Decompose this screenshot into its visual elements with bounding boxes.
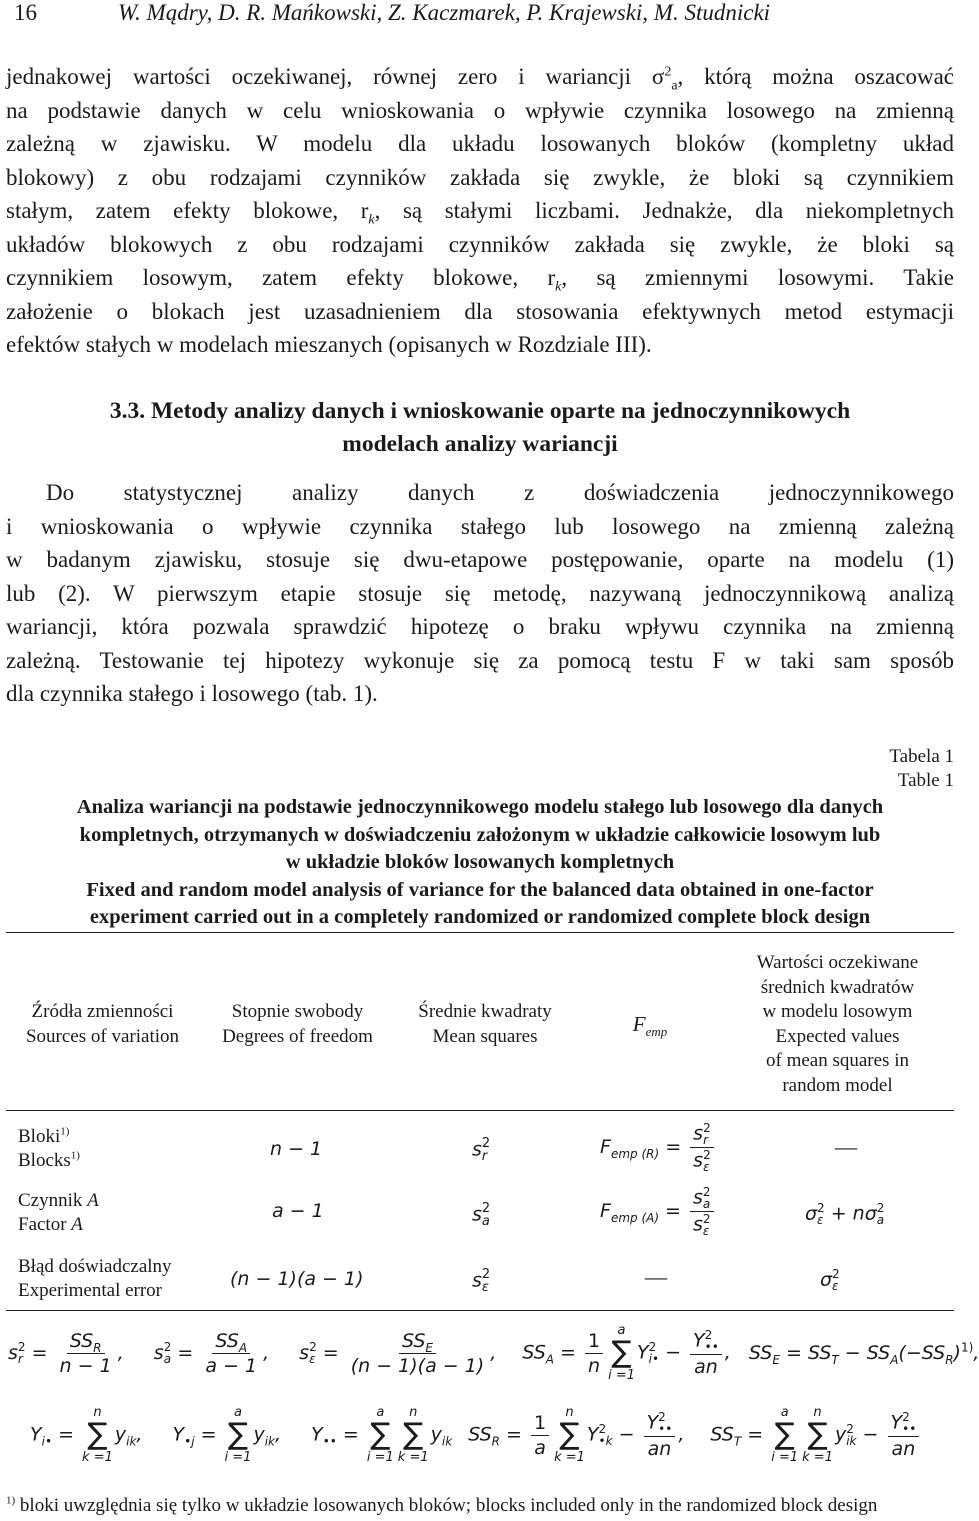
fraction-numerator: [212, 1330, 250, 1354]
fraction-numerator: [690, 1122, 714, 1148]
text-line: dla czynnika stałego i losowego (tab. 1).: [6, 681, 378, 706]
y-symbol: Y: [30, 1423, 42, 1446]
sub: a: [163, 1352, 172, 1366]
header-source: [10, 1000, 195, 1049]
sub: i•: [648, 1352, 660, 1366]
sigma-icon: ∑: [774, 1417, 795, 1452]
exp: 2: [309, 1340, 317, 1354]
fraction-numerator: [399, 1330, 436, 1354]
fraction: [690, 1186, 714, 1237]
fraction: [531, 1412, 549, 1459]
exp: 2: [648, 1340, 657, 1354]
page-number: 16: [14, 0, 37, 25]
table-label-pl: Tabela 1: [889, 746, 954, 767]
y-symbol: Y: [693, 1329, 705, 1351]
row-label-blocks: [18, 1125, 80, 1173]
formula-sse: [748, 1340, 979, 1367]
minus: −: [612, 1423, 641, 1446]
s-symbol: s: [8, 1341, 18, 1364]
ms-symbol: s: [472, 1269, 482, 1292]
femp-formula: [600, 1186, 717, 1237]
fraction-denominator: an: [891, 1437, 916, 1460]
row-label-text: Bloki: [18, 1126, 61, 1147]
sum-operator: [802, 1405, 833, 1465]
sub: R: [491, 1434, 500, 1449]
sum-lower: i =1: [608, 1368, 635, 1383]
sigma-icon: ∑: [87, 1417, 108, 1452]
sum-lower: k =1: [802, 1450, 833, 1465]
caption-line: experiment carried out in a completely randomized or randomized complete block design: [89, 906, 871, 928]
sub: ε: [817, 1213, 824, 1227]
sum-operator: [771, 1405, 798, 1465]
header-text: Źródła zmienności: [31, 1001, 174, 1022]
row-label-text: A: [87, 1190, 99, 1211]
ems-factor: [805, 1202, 884, 1226]
fraction-denominator: n: [588, 1354, 601, 1377]
s-symbol: s: [299, 1341, 310, 1364]
exp: 2: [702, 1212, 711, 1226]
sub: ik: [126, 1434, 137, 1449]
sub: ••: [322, 1434, 337, 1449]
ms-exp: 2: [481, 1267, 491, 1282]
sub: r: [703, 1133, 708, 1147]
ems-error: [820, 1268, 840, 1292]
formula-sa2: [154, 1330, 269, 1377]
sum-upper: a: [234, 1405, 242, 1420]
header-df: [205, 1000, 390, 1049]
eq-sign: =: [553, 1341, 582, 1364]
minus: −: [856, 1423, 885, 1446]
sigma-icon: ∑: [807, 1417, 828, 1452]
ms-symbol: s: [472, 1138, 482, 1161]
sum-lower: i =1: [366, 1450, 394, 1465]
df-value: n − 1: [270, 1138, 323, 1160]
header-text: Średnie kwadraty: [418, 1001, 552, 1022]
exp: 2: [846, 1422, 854, 1436]
ss-symbol: SS: [866, 1341, 891, 1364]
femp-error: —: [645, 1264, 667, 1289]
section-heading-line: 3.3. Metody analizy danych i wnioskowanie oparte na jednoczynnikowych: [109, 398, 851, 424]
femp-formula: [600, 1122, 717, 1173]
fraction: [644, 1411, 676, 1460]
sum-lower: k =1: [82, 1450, 113, 1465]
sum-operator: [82, 1405, 113, 1465]
eq-sign: =: [316, 1341, 345, 1364]
sigma-icon: ∑: [370, 1417, 391, 1452]
s-symbol: s: [693, 1186, 703, 1209]
sum-upper: n: [93, 1405, 102, 1420]
sum-lower: i =1: [224, 1450, 252, 1465]
df-error: (n − 1)(a − 1): [230, 1268, 364, 1290]
formula-ydotdot: [311, 1405, 452, 1465]
text-line: założenie o blokach jest uzasadnieniem dla stosowania efektywnych metod estymacji: [6, 298, 954, 324]
f-symbol: F: [600, 1136, 611, 1158]
running-authors: W. Mądry, D. R. Mańkowski, Z. Kaczmarek, P. Krajewski, M. Studnicki: [118, 0, 771, 25]
text-line: efektów stałych w modelach mieszanych (opisanych w Rozdziale III).: [6, 332, 652, 357]
header-text: random model: [782, 1074, 893, 1096]
sigma-icon: ∑: [559, 1417, 580, 1452]
formula-yj: [173, 1405, 282, 1465]
fraction: [57, 1330, 115, 1377]
ems-blocks: —: [835, 1134, 857, 1159]
femp-factor: [600, 1186, 717, 1237]
text-line: i wnioskowania o wpływie czynnika stałego lub losowego na zmienną zależną: [6, 513, 954, 539]
eq-sign: =: [659, 1136, 688, 1158]
sum-upper: a: [617, 1323, 626, 1338]
df-blocks: [270, 1138, 322, 1160]
row-label-text: Czynnik: [18, 1190, 88, 1211]
sub: ε: [702, 1224, 710, 1238]
ms-exp: 2: [481, 1201, 491, 1216]
sum-upper: n: [409, 1405, 418, 1420]
page-header: [14, 0, 944, 30]
sub: R: [93, 1340, 102, 1355]
table-footnote: [6, 1495, 877, 1517]
header-text: emp: [645, 1024, 668, 1040]
ms-exp: 2: [481, 1136, 491, 1151]
fraction: [202, 1330, 260, 1377]
section-heading: [0, 395, 960, 461]
eq-sign: =: [171, 1341, 200, 1364]
sum-operator: [398, 1405, 429, 1465]
formulas-row-1: [8, 1323, 979, 1383]
sub: E: [772, 1352, 780, 1367]
header-text: Wartości oczekiwane: [756, 952, 919, 973]
text-line: stałym, zatem efekty blokowe, $r_k$, są stałymi liczbami. Jednakże, dla niekompletnych: [6, 198, 954, 228]
sub: T: [733, 1434, 742, 1449]
sigma-icon: ∑: [227, 1417, 249, 1452]
text-line: na podstawie danych w celu wnioskowania o wpływie czynnika losowego na zmienną: [6, 97, 954, 123]
sub: ε: [832, 1279, 839, 1293]
exp: 2: [17, 1340, 26, 1354]
formula-sr2: [8, 1330, 124, 1377]
ss-symbol: SS: [807, 1341, 832, 1364]
y-symbol: Y: [311, 1423, 323, 1446]
header-text: Degrees of freedom: [222, 1025, 373, 1047]
y-symbol: Y: [637, 1341, 649, 1364]
sub: ε: [309, 1352, 316, 1366]
header-text: w modelu losowym: [762, 1001, 913, 1022]
sum-operator: [608, 1323, 635, 1383]
sub: •k: [598, 1434, 613, 1448]
sub: r: [17, 1352, 23, 1366]
f-sub: emp (R): [610, 1146, 660, 1161]
header-text: Stopnie swobody: [231, 1001, 364, 1022]
exp: 2: [704, 1327, 713, 1342]
ss-symbol: SS: [215, 1329, 239, 1352]
caption-line: Fixed and random model analysis of variance for the balanced data obtained in one-factor: [86, 878, 874, 901]
text-line: w badanym zjawisku, stosuje się dwu-etapowe postępowanie, oparte na modelu (1): [6, 547, 954, 572]
fraction-numerator: 1: [585, 1330, 603, 1354]
sum-operator: [367, 1405, 394, 1465]
femp-blocks: [600, 1122, 717, 1173]
y-symbol: y: [430, 1423, 442, 1446]
header-ms: [395, 1000, 575, 1049]
header-text: Sources of variation: [25, 1025, 179, 1047]
y-symbol: y: [834, 1423, 847, 1446]
y-symbol: Y: [646, 1411, 659, 1433]
row-label-text: Blocks: [18, 1150, 71, 1171]
exp: 2: [876, 1201, 885, 1215]
row-label-text: Błąd doświadczalny: [18, 1256, 172, 1277]
s-symbol: s: [693, 1213, 703, 1236]
sub: ••: [658, 1421, 673, 1436]
footnote-mark: 1): [70, 1149, 80, 1162]
eq-sign: =: [336, 1423, 365, 1446]
row-label-text: Experimental error: [18, 1280, 163, 1301]
ss-symbol: SS: [710, 1423, 734, 1446]
exp: 2: [703, 1121, 711, 1135]
f-symbol: F: [600, 1200, 611, 1222]
ss-symbol: SS: [468, 1423, 492, 1446]
table-top-rule: [6, 932, 954, 933]
row-label-factor: [18, 1189, 99, 1237]
footnote-mark: 1): [60, 1125, 70, 1138]
header-text: Mean squares: [432, 1025, 538, 1047]
fraction-numerator: [690, 1186, 714, 1212]
ms-sub: r: [481, 1149, 488, 1164]
fraction-numerator: [888, 1411, 920, 1437]
sum-operator: [554, 1405, 585, 1465]
text-line: układów blokowych z obu rodzajami czynników zakłada się zwykle, że bloki są: [6, 231, 954, 257]
footnote-text: bloki uwzględnia się tylko w układzie losowanych bloków; blocks included only in the randomized block design: [19, 1495, 878, 1516]
formulas-row-2: [30, 1405, 960, 1465]
text-line: zależną w zjawisku. W modelu dla układu losowanych bloków (kompletny układ: [6, 131, 954, 156]
sub: A: [890, 1352, 899, 1367]
s-symbol: s: [153, 1341, 164, 1364]
header-text: Expected values: [775, 1025, 900, 1047]
exp: 2: [832, 1267, 840, 1281]
y-symbol: y: [253, 1423, 265, 1446]
caption-line: kompletnych, otrzymanych w doświadczeniu założonym w układzie całkowicie losowym lub: [79, 823, 881, 846]
comma: ,: [275, 1423, 282, 1446]
fraction-denominator: a − 1: [205, 1354, 258, 1377]
caption-line: w układzie bloków losowanych kompletnych: [285, 851, 675, 873]
text-line: jednakowej wartości oczekiwanej, równej zero i wariancji $\sigma^2_a$, którą można oszacować: [6, 64, 954, 94]
formula-ssr: [468, 1405, 684, 1465]
sigma-icon: ∑: [611, 1335, 632, 1370]
ms-error: [472, 1268, 490, 1294]
sub: i•: [41, 1434, 53, 1449]
fraction-denominator: [690, 1212, 714, 1237]
eq-sign: =: [52, 1423, 81, 1446]
table-label-en: Table 1: [897, 770, 954, 791]
comma: ,: [136, 1423, 143, 1446]
comma: ,: [490, 1341, 497, 1364]
fraction-numerator: [690, 1329, 722, 1355]
sum-upper: a: [780, 1405, 789, 1420]
eq-sign: =: [779, 1341, 808, 1364]
header-text: F: [632, 1012, 646, 1036]
ss-symbol: SS: [401, 1329, 426, 1352]
ms-sub: a: [481, 1214, 490, 1229]
fraction-denominator: a: [534, 1436, 546, 1459]
eq-sign: =: [500, 1423, 528, 1446]
table-bottom-rule: [6, 1310, 954, 1311]
comma: ,: [263, 1341, 270, 1364]
ms-factor: [472, 1202, 490, 1228]
exp: 2: [817, 1201, 825, 1215]
sub: a: [702, 1197, 711, 1211]
sub: ••: [902, 1421, 917, 1436]
text-line: zależną. Testowanie tej hipotezy wykonuje się za pomocą testu F w taki sam sposób: [6, 647, 954, 673]
header-ems: [735, 951, 940, 1098]
header-femp: [620, 1012, 680, 1040]
ss-symbol: SS: [748, 1341, 773, 1364]
fraction: [690, 1122, 714, 1173]
fraction-denominator: an: [694, 1355, 718, 1378]
section-heading-line: modelach analizy wariancji: [342, 431, 618, 457]
text-line: blokowy) z obu rodzajami czynników zakłada się zwykle, że bloki są czynnikiem: [6, 164, 954, 190]
table-header-rule: [6, 1110, 954, 1111]
ems-plus: + nσ: [824, 1202, 877, 1225]
paragraph-2: [6, 476, 954, 711]
y-symbol: y: [114, 1423, 127, 1446]
df-factor: a − 1: [272, 1200, 324, 1222]
eq-sign: =: [659, 1200, 688, 1222]
ms-blocks: [472, 1137, 490, 1163]
comma: ,: [724, 1341, 731, 1364]
sub: ε: [703, 1160, 710, 1174]
fraction-numerator: 1: [531, 1412, 549, 1436]
sigma: σ: [805, 1202, 818, 1225]
fraction: [348, 1330, 488, 1377]
sub: ik: [264, 1434, 275, 1449]
formula-ssa: [522, 1323, 731, 1383]
sub: A: [545, 1352, 554, 1367]
fraction-numerator: [67, 1330, 105, 1354]
sub: A: [238, 1340, 248, 1355]
exp: 2: [702, 1185, 711, 1199]
text-line: Do statystycznej analizy danych z doświadczenia jednoczynnikowego: [46, 480, 954, 505]
ss-symbol: SS: [69, 1329, 94, 1352]
formula-yi: [30, 1405, 142, 1465]
fraction: [585, 1330, 603, 1377]
sum-upper: n: [565, 1405, 574, 1420]
fraction: [888, 1411, 920, 1460]
exp: 2: [163, 1340, 172, 1354]
fraction: [690, 1329, 722, 1378]
sub: ik: [441, 1434, 453, 1449]
row-label-error: [18, 1255, 172, 1303]
eq-sign: =: [194, 1423, 223, 1446]
minus: −: [659, 1341, 688, 1364]
text-line: czynnikiem losowym, zatem efekty blokowe, $r_k$, są zmiennymi losowymi. Takie: [6, 265, 954, 295]
exp: 2: [598, 1422, 607, 1436]
header-text: of mean squares in: [766, 1050, 909, 1071]
comma: ,: [117, 1341, 124, 1364]
f-sub: emp (A): [610, 1210, 660, 1225]
sum-upper: n: [813, 1405, 822, 1420]
s-symbol: s: [693, 1149, 704, 1172]
sub: ik: [846, 1434, 857, 1448]
ss-symbol: SS: [522, 1341, 546, 1364]
s-symbol: s: [693, 1122, 704, 1145]
eq-sign: =: [25, 1341, 54, 1364]
sum-operator: [225, 1405, 252, 1465]
sub: ••: [704, 1339, 719, 1354]
y-symbol: Y: [890, 1411, 903, 1433]
sum-lower: i =1: [771, 1450, 799, 1465]
ms-sub: ε: [481, 1280, 489, 1295]
fraction-numerator: [644, 1411, 676, 1437]
formula-sst: [710, 1405, 922, 1465]
text-line: wariancji, która pozwala sprawdzić hipotezę o braku wpływu czynnika na zmienną: [6, 614, 954, 639]
text-line: lub (2). W pierwszym etapie stosuje się metodę, nazywaną jednoczynnikową analizą: [6, 580, 954, 606]
header-text: średnich kwadratów: [760, 976, 915, 998]
footnote-mark: 1): [960, 1340, 974, 1355]
fraction-denominator: an: [647, 1437, 672, 1460]
sigma: σ: [820, 1268, 833, 1291]
sub: T: [831, 1352, 839, 1367]
sub: •j: [184, 1434, 195, 1449]
exp: 2: [703, 1148, 711, 1162]
fraction-denominator: n − 1: [59, 1354, 112, 1377]
paragraph-1: [6, 60, 954, 362]
eq-sign: =: [741, 1423, 770, 1446]
paren-term: (−SS: [898, 1341, 946, 1364]
y-symbol: Y: [586, 1423, 599, 1446]
sigma-icon: ∑: [403, 1417, 424, 1452]
paren-close: ): [953, 1341, 961, 1364]
sum-lower: k =1: [397, 1450, 429, 1465]
sum-upper: a: [376, 1405, 385, 1420]
minus: −: [838, 1341, 867, 1364]
sub: E: [425, 1340, 433, 1355]
exp: 2: [902, 1409, 910, 1424]
formula-se2: [299, 1330, 496, 1377]
y-symbol: Y: [172, 1423, 185, 1446]
table-label: [889, 745, 954, 793]
exp: 2: [658, 1409, 666, 1424]
row-label-text: A: [71, 1214, 83, 1235]
row-label-text: Factor: [18, 1214, 72, 1235]
comma: ,: [678, 1423, 685, 1446]
table-caption: [0, 794, 960, 932]
fraction-denominator: [690, 1148, 714, 1173]
footnote-mark: 1): [6, 1494, 16, 1507]
fraction-denominator: (n − 1)(a − 1): [350, 1354, 485, 1377]
ms-symbol: s: [472, 1203, 482, 1226]
caption-line: Analiza wariancji na podstawie jednoczynnikowego modelu stałego lub losowego dla danych: [76, 796, 884, 818]
comma: ,: [973, 1341, 979, 1364]
sub: a: [876, 1213, 885, 1227]
sum-lower: k =1: [554, 1450, 585, 1465]
sub: R: [945, 1352, 954, 1367]
